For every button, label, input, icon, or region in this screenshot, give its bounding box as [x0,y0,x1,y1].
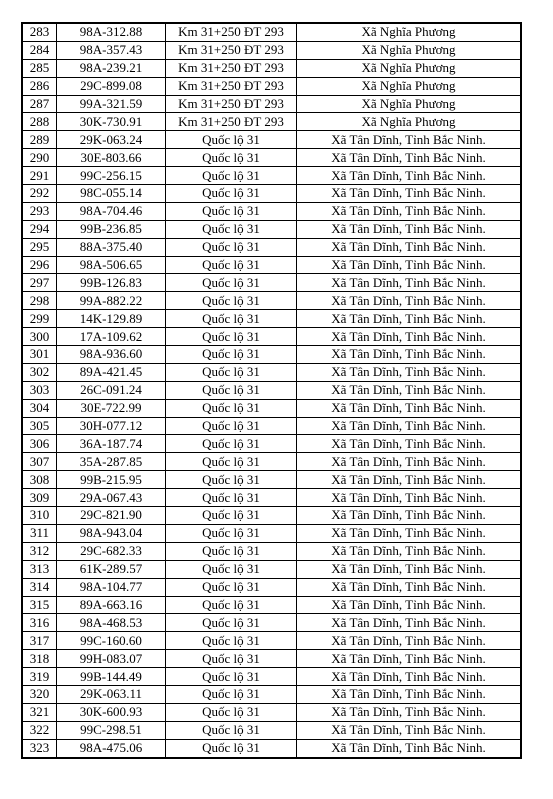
location-cell: Quốc lộ 31 [166,417,297,435]
location-cell: Quốc lộ 31 [166,489,297,507]
license-plate-cell: 98A-936.60 [57,346,166,364]
table-row [22,417,521,435]
table-row [22,560,521,578]
row-number-cell: 283 [22,23,57,41]
table-row [22,435,521,453]
row-number-cell: 307 [22,453,57,471]
area-cell: Xã Tân Dĩnh, Tỉnh Bắc Ninh. [297,685,522,703]
table-row [22,346,521,364]
area-cell: Xã Tân Dĩnh, Tỉnh Bắc Ninh. [297,149,522,167]
location-cell: Quốc lộ 31 [166,632,297,650]
license-plate-cell: 99A-882.22 [57,292,166,310]
location-cell: Quốc lộ 31 [166,685,297,703]
license-plate-cell: 14K-129.89 [57,310,166,328]
area-cell: Xã Tân Dĩnh, Tỉnh Bắc Ninh. [297,131,522,149]
area-cell: Xã Nghĩa Phương [297,59,522,77]
license-plate-cell: 29K-063.24 [57,131,166,149]
location-cell: Quốc lộ 31 [166,167,297,185]
location-cell: Quốc lộ 31 [166,453,297,471]
area-cell: Xã Tân Dĩnh, Tỉnh Bắc Ninh. [297,489,522,507]
location-cell: Quốc lộ 31 [166,668,297,686]
license-plate-cell: 99H-083.07 [57,650,166,668]
location-cell: Quốc lộ 31 [166,131,297,149]
area-cell: Xã Nghĩa Phương [297,95,522,113]
area-cell: Xã Tân Dĩnh, Tỉnh Bắc Ninh. [297,524,522,542]
location-cell: Quốc lộ 31 [166,721,297,739]
row-number-cell: 284 [22,41,57,59]
area-cell: Xã Tân Dĩnh, Tỉnh Bắc Ninh. [297,346,522,364]
table-row [22,41,521,59]
row-number-cell: 285 [22,59,57,77]
location-cell: Quốc lộ 31 [166,363,297,381]
table-row [22,650,521,668]
row-number-cell: 294 [22,220,57,238]
violations-table-body [22,23,521,758]
license-plate-cell: 98A-943.04 [57,524,166,542]
table-row [22,59,521,77]
location-cell: Quốc lộ 31 [166,578,297,596]
table-row [22,542,521,560]
location-cell: Km 31+250 ĐT 293 [166,23,297,41]
license-plate-cell: 61K-289.57 [57,560,166,578]
area-cell: Xã Tân Dĩnh, Tỉnh Bắc Ninh. [297,668,522,686]
area-cell: Xã Tân Dĩnh, Tỉnh Bắc Ninh. [297,507,522,525]
location-cell: Quốc lộ 31 [166,703,297,721]
license-plate-cell: 30E-803.66 [57,149,166,167]
row-number-cell: 318 [22,650,57,668]
license-plate-cell: 99C-160.60 [57,632,166,650]
area-cell: Xã Tân Dĩnh, Tỉnh Bắc Ninh. [297,328,522,346]
table-row [22,471,521,489]
row-number-cell: 305 [22,417,57,435]
row-number-cell: 286 [22,77,57,95]
license-plate-cell: 89A-663.16 [57,596,166,614]
table-row [22,524,521,542]
row-number-cell: 312 [22,542,57,560]
license-plate-cell: 99B-236.85 [57,220,166,238]
row-number-cell: 306 [22,435,57,453]
license-plate-cell: 98A-506.65 [57,256,166,274]
row-number-cell: 313 [22,560,57,578]
table-row [22,721,521,739]
area-cell: Xã Tân Dĩnh, Tỉnh Bắc Ninh. [297,596,522,614]
area-cell: Xã Tân Dĩnh, Tỉnh Bắc Ninh. [297,614,522,632]
license-plate-cell: 29C-899.08 [57,77,166,95]
row-number-cell: 293 [22,202,57,220]
area-cell: Xã Tân Dĩnh, Tỉnh Bắc Ninh. [297,650,522,668]
area-cell: Xã Nghĩa Phương [297,77,522,95]
location-cell: Quốc lộ 31 [166,471,297,489]
table-row [22,578,521,596]
license-plate-cell: 29A-067.43 [57,489,166,507]
location-cell: Quốc lộ 31 [166,381,297,399]
area-cell: Xã Tân Dĩnh, Tỉnh Bắc Ninh. [297,292,522,310]
table-row [22,220,521,238]
location-cell: Km 31+250 ĐT 293 [166,59,297,77]
table-row [22,185,521,203]
row-number-cell: 298 [22,292,57,310]
table-row [22,95,521,113]
license-plate-cell: 35A-287.85 [57,453,166,471]
row-number-cell: 311 [22,524,57,542]
location-cell: Quốc lộ 31 [166,435,297,453]
table-row [22,77,521,95]
table-row [22,238,521,256]
table-row [22,381,521,399]
area-cell: Xã Tân Dĩnh, Tỉnh Bắc Ninh. [297,435,522,453]
license-plate-cell: 30E-722.99 [57,399,166,417]
row-number-cell: 320 [22,685,57,703]
license-plate-cell: 29K-063.11 [57,685,166,703]
location-cell: Km 31+250 ĐT 293 [166,77,297,95]
table-row [22,453,521,471]
row-number-cell: 319 [22,668,57,686]
license-plate-cell: 99B-215.95 [57,471,166,489]
license-plate-cell: 29C-682.33 [57,542,166,560]
row-number-cell: 304 [22,399,57,417]
table-row [22,167,521,185]
area-cell: Xã Tân Dĩnh, Tỉnh Bắc Ninh. [297,578,522,596]
row-number-cell: 289 [22,131,57,149]
license-plate-cell: 98A-312.88 [57,23,166,41]
row-number-cell: 308 [22,471,57,489]
row-number-cell: 303 [22,381,57,399]
area-cell: Xã Tân Dĩnh, Tỉnh Bắc Ninh. [297,632,522,650]
table-row [22,703,521,721]
license-plate-cell: 98A-357.43 [57,41,166,59]
license-plate-cell: 98A-468.53 [57,614,166,632]
table-row [22,363,521,381]
row-number-cell: 317 [22,632,57,650]
license-plate-cell: 99B-144.49 [57,668,166,686]
table-row [22,507,521,525]
license-plate-cell: 30K-600.93 [57,703,166,721]
location-cell: Quốc lộ 31 [166,274,297,292]
license-plate-cell: 89A-421.45 [57,363,166,381]
license-plate-cell: 99A-321.59 [57,95,166,113]
table-row [22,685,521,703]
row-number-cell: 295 [22,238,57,256]
location-cell: Quốc lộ 31 [166,346,297,364]
location-cell: Quốc lộ 31 [166,185,297,203]
table-row [22,256,521,274]
license-plate-cell: 99C-298.51 [57,721,166,739]
area-cell: Xã Tân Dĩnh, Tỉnh Bắc Ninh. [297,560,522,578]
row-number-cell: 315 [22,596,57,614]
table-row [22,310,521,328]
area-cell: Xã Tân Dĩnh, Tỉnh Bắc Ninh. [297,185,522,203]
table-row [22,202,521,220]
area-cell: Xã Tân Dĩnh, Tỉnh Bắc Ninh. [297,202,522,220]
area-cell: Xã Tân Dĩnh, Tỉnh Bắc Ninh. [297,453,522,471]
license-plate-cell: 30K-730.91 [57,113,166,131]
table-row [22,668,521,686]
license-plate-cell: 98A-104.77 [57,578,166,596]
license-plate-cell: 98C-055.14 [57,185,166,203]
row-number-cell: 314 [22,578,57,596]
area-cell: Xã Tân Dĩnh, Tỉnh Bắc Ninh. [297,703,522,721]
location-cell: Quốc lộ 31 [166,542,297,560]
license-plate-cell: 26C-091.24 [57,381,166,399]
license-plate-cell: 36A-187.74 [57,435,166,453]
area-cell: Xã Tân Dĩnh, Tỉnh Bắc Ninh. [297,381,522,399]
table-row [22,399,521,417]
row-number-cell: 288 [22,113,57,131]
area-cell: Xã Tân Dĩnh, Tỉnh Bắc Ninh. [297,167,522,185]
row-number-cell: 290 [22,149,57,167]
location-cell: Quốc lộ 31 [166,614,297,632]
area-cell: Xã Tân Dĩnh, Tỉnh Bắc Ninh. [297,220,522,238]
area-cell: Xã Nghĩa Phương [297,41,522,59]
row-number-cell: 316 [22,614,57,632]
location-cell: Km 31+250 ĐT 293 [166,41,297,59]
row-number-cell: 321 [22,703,57,721]
table-row [22,632,521,650]
area-cell: Xã Tân Dĩnh, Tỉnh Bắc Ninh. [297,274,522,292]
location-cell: Quốc lộ 31 [166,328,297,346]
row-number-cell: 292 [22,185,57,203]
license-plate-cell: 29C-821.90 [57,507,166,525]
location-cell: Quốc lộ 31 [166,560,297,578]
area-cell: Xã Tân Dĩnh, Tỉnh Bắc Ninh. [297,399,522,417]
location-cell: Quốc lộ 31 [166,739,297,757]
row-number-cell: 310 [22,507,57,525]
area-cell: Xã Tân Dĩnh, Tỉnh Bắc Ninh. [297,542,522,560]
location-cell: Quốc lộ 31 [166,310,297,328]
area-cell: Xã Tân Dĩnh, Tỉnh Bắc Ninh. [297,310,522,328]
table-row [22,596,521,614]
license-plate-cell: 88A-375.40 [57,238,166,256]
area-cell: Xã Tân Dĩnh, Tỉnh Bắc Ninh. [297,363,522,381]
area-cell: Xã Tân Dĩnh, Tỉnh Bắc Ninh. [297,238,522,256]
license-plate-cell: 98A-704.46 [57,202,166,220]
area-cell: Xã Tân Dĩnh, Tỉnh Bắc Ninh. [297,471,522,489]
license-plate-cell: 17A-109.62 [57,328,166,346]
row-number-cell: 301 [22,346,57,364]
location-cell: Quốc lộ 31 [166,399,297,417]
violations-table [21,22,522,759]
row-number-cell: 296 [22,256,57,274]
table-row [22,328,521,346]
table-row [22,274,521,292]
area-cell: Xã Tân Dĩnh, Tỉnh Bắc Ninh. [297,256,522,274]
location-cell: Quốc lộ 31 [166,220,297,238]
license-plate-cell: 98A-239.21 [57,59,166,77]
row-number-cell: 300 [22,328,57,346]
area-cell: Xã Nghĩa Phương [297,113,522,131]
row-number-cell: 291 [22,167,57,185]
license-plate-cell: 99C-256.15 [57,167,166,185]
license-plate-cell: 98A-475.06 [57,739,166,757]
location-cell: Quốc lộ 31 [166,149,297,167]
area-cell: Xã Tân Dĩnh, Tỉnh Bắc Ninh. [297,721,522,739]
location-cell: Quốc lộ 31 [166,202,297,220]
location-cell: Quốc lộ 31 [166,650,297,668]
row-number-cell: 297 [22,274,57,292]
table-row [22,489,521,507]
location-cell: Quốc lộ 31 [166,238,297,256]
row-number-cell: 287 [22,95,57,113]
row-number-cell: 323 [22,739,57,757]
area-cell: Xã Nghĩa Phương [297,23,522,41]
table-row [22,739,521,757]
location-cell: Quốc lộ 31 [166,292,297,310]
area-cell: Xã Tân Dĩnh, Tỉnh Bắc Ninh. [297,739,522,757]
table-row [22,131,521,149]
location-cell: Quốc lộ 31 [166,507,297,525]
location-cell: Quốc lộ 31 [166,596,297,614]
table-row [22,23,521,41]
row-number-cell: 299 [22,310,57,328]
license-plate-cell: 30H-077.12 [57,417,166,435]
row-number-cell: 309 [22,489,57,507]
license-plate-cell: 99B-126.83 [57,274,166,292]
row-number-cell: 302 [22,363,57,381]
location-cell: Km 31+250 ĐT 293 [166,113,297,131]
table-row [22,149,521,167]
area-cell: Xã Tân Dĩnh, Tỉnh Bắc Ninh. [297,417,522,435]
location-cell: Quốc lộ 31 [166,524,297,542]
table-row [22,113,521,131]
row-number-cell: 322 [22,721,57,739]
table-row [22,614,521,632]
table-row [22,292,521,310]
location-cell: Km 31+250 ĐT 293 [166,95,297,113]
location-cell: Quốc lộ 31 [166,256,297,274]
